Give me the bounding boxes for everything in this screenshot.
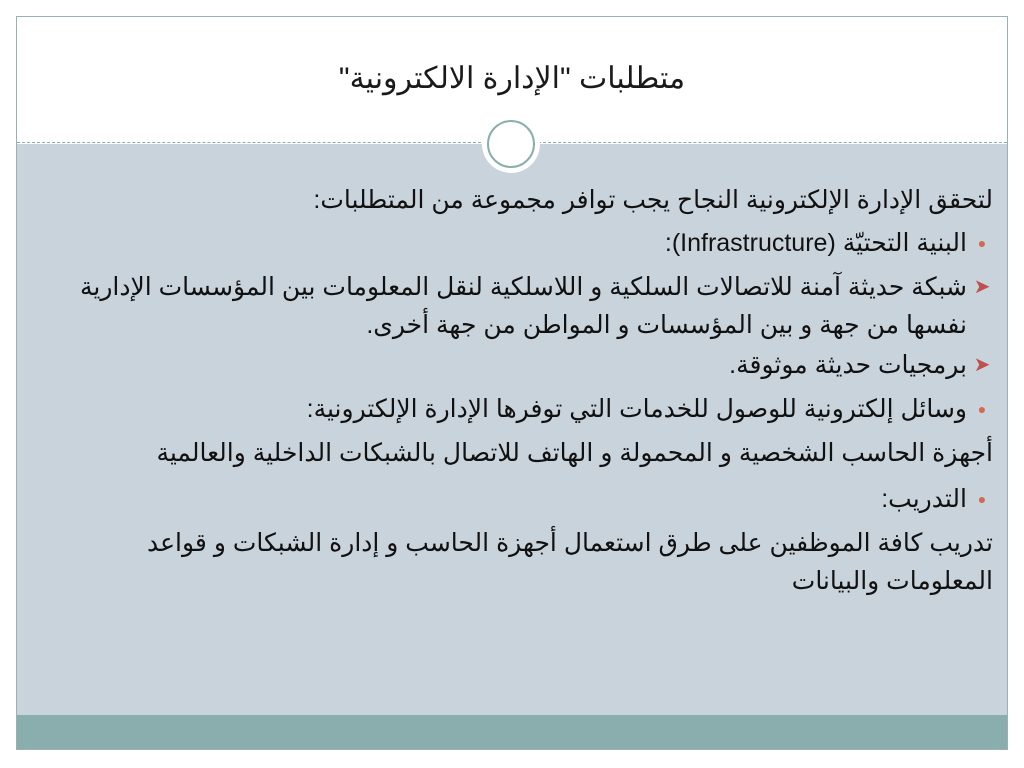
list-item [43, 480, 993, 518]
list-item-text: التدريب: [881, 485, 967, 513]
bullet-dot-icon: ● [977, 401, 987, 417]
footer-bar [17, 715, 1007, 749]
plain-text: تدريب كافة الموظفين على طرق استعمال أجهزة الحاسب و إدارة الشبكات و قواعد المعلومات والبيانات [147, 529, 993, 595]
slide-content [43, 181, 993, 600]
list-item-text: شبكة حديثة آمنة للاتصالات السلكية و اللاسلكية لنقل المعلومات بين المؤسسات الإدارية نفسها من جهة و بين المؤسسات و المواطن من جهة أخرى. [79, 273, 967, 339]
decorative-circle-inner-icon [487, 120, 535, 168]
bullet-dot-icon: ● [977, 491, 987, 507]
slide-title: متطلبات "الإدارة الالكترونية" [338, 62, 686, 95]
plain-text: أجهزة الحاسب الشخصية و المحمولة و الهاتف للاتصال بالشبكات الداخلية والعالمية [156, 439, 993, 467]
list-item [43, 268, 993, 344]
list-item [43, 224, 993, 262]
intro-text: لتحقق الإدارة الإلكترونية النجاح يجب توافر مجموعة من المتطلبات: [313, 186, 993, 214]
bullet-arrow-icon: ➤ [973, 276, 991, 298]
list-item [43, 390, 993, 428]
list-item [43, 346, 993, 384]
list-item-text: برمجيات حديثة موثوقة. [729, 351, 967, 379]
bullet-dot-icon: ● [977, 235, 987, 251]
list-item-text: وسائل إلكترونية للوصول للخدمات التي توفرها الإدارة الإلكترونية: [306, 395, 967, 423]
list-item-text: البنية التحتيّة (Infrastructure): [664, 229, 967, 257]
bullet-arrow-icon: ➤ [973, 354, 991, 376]
slide [16, 16, 1008, 750]
